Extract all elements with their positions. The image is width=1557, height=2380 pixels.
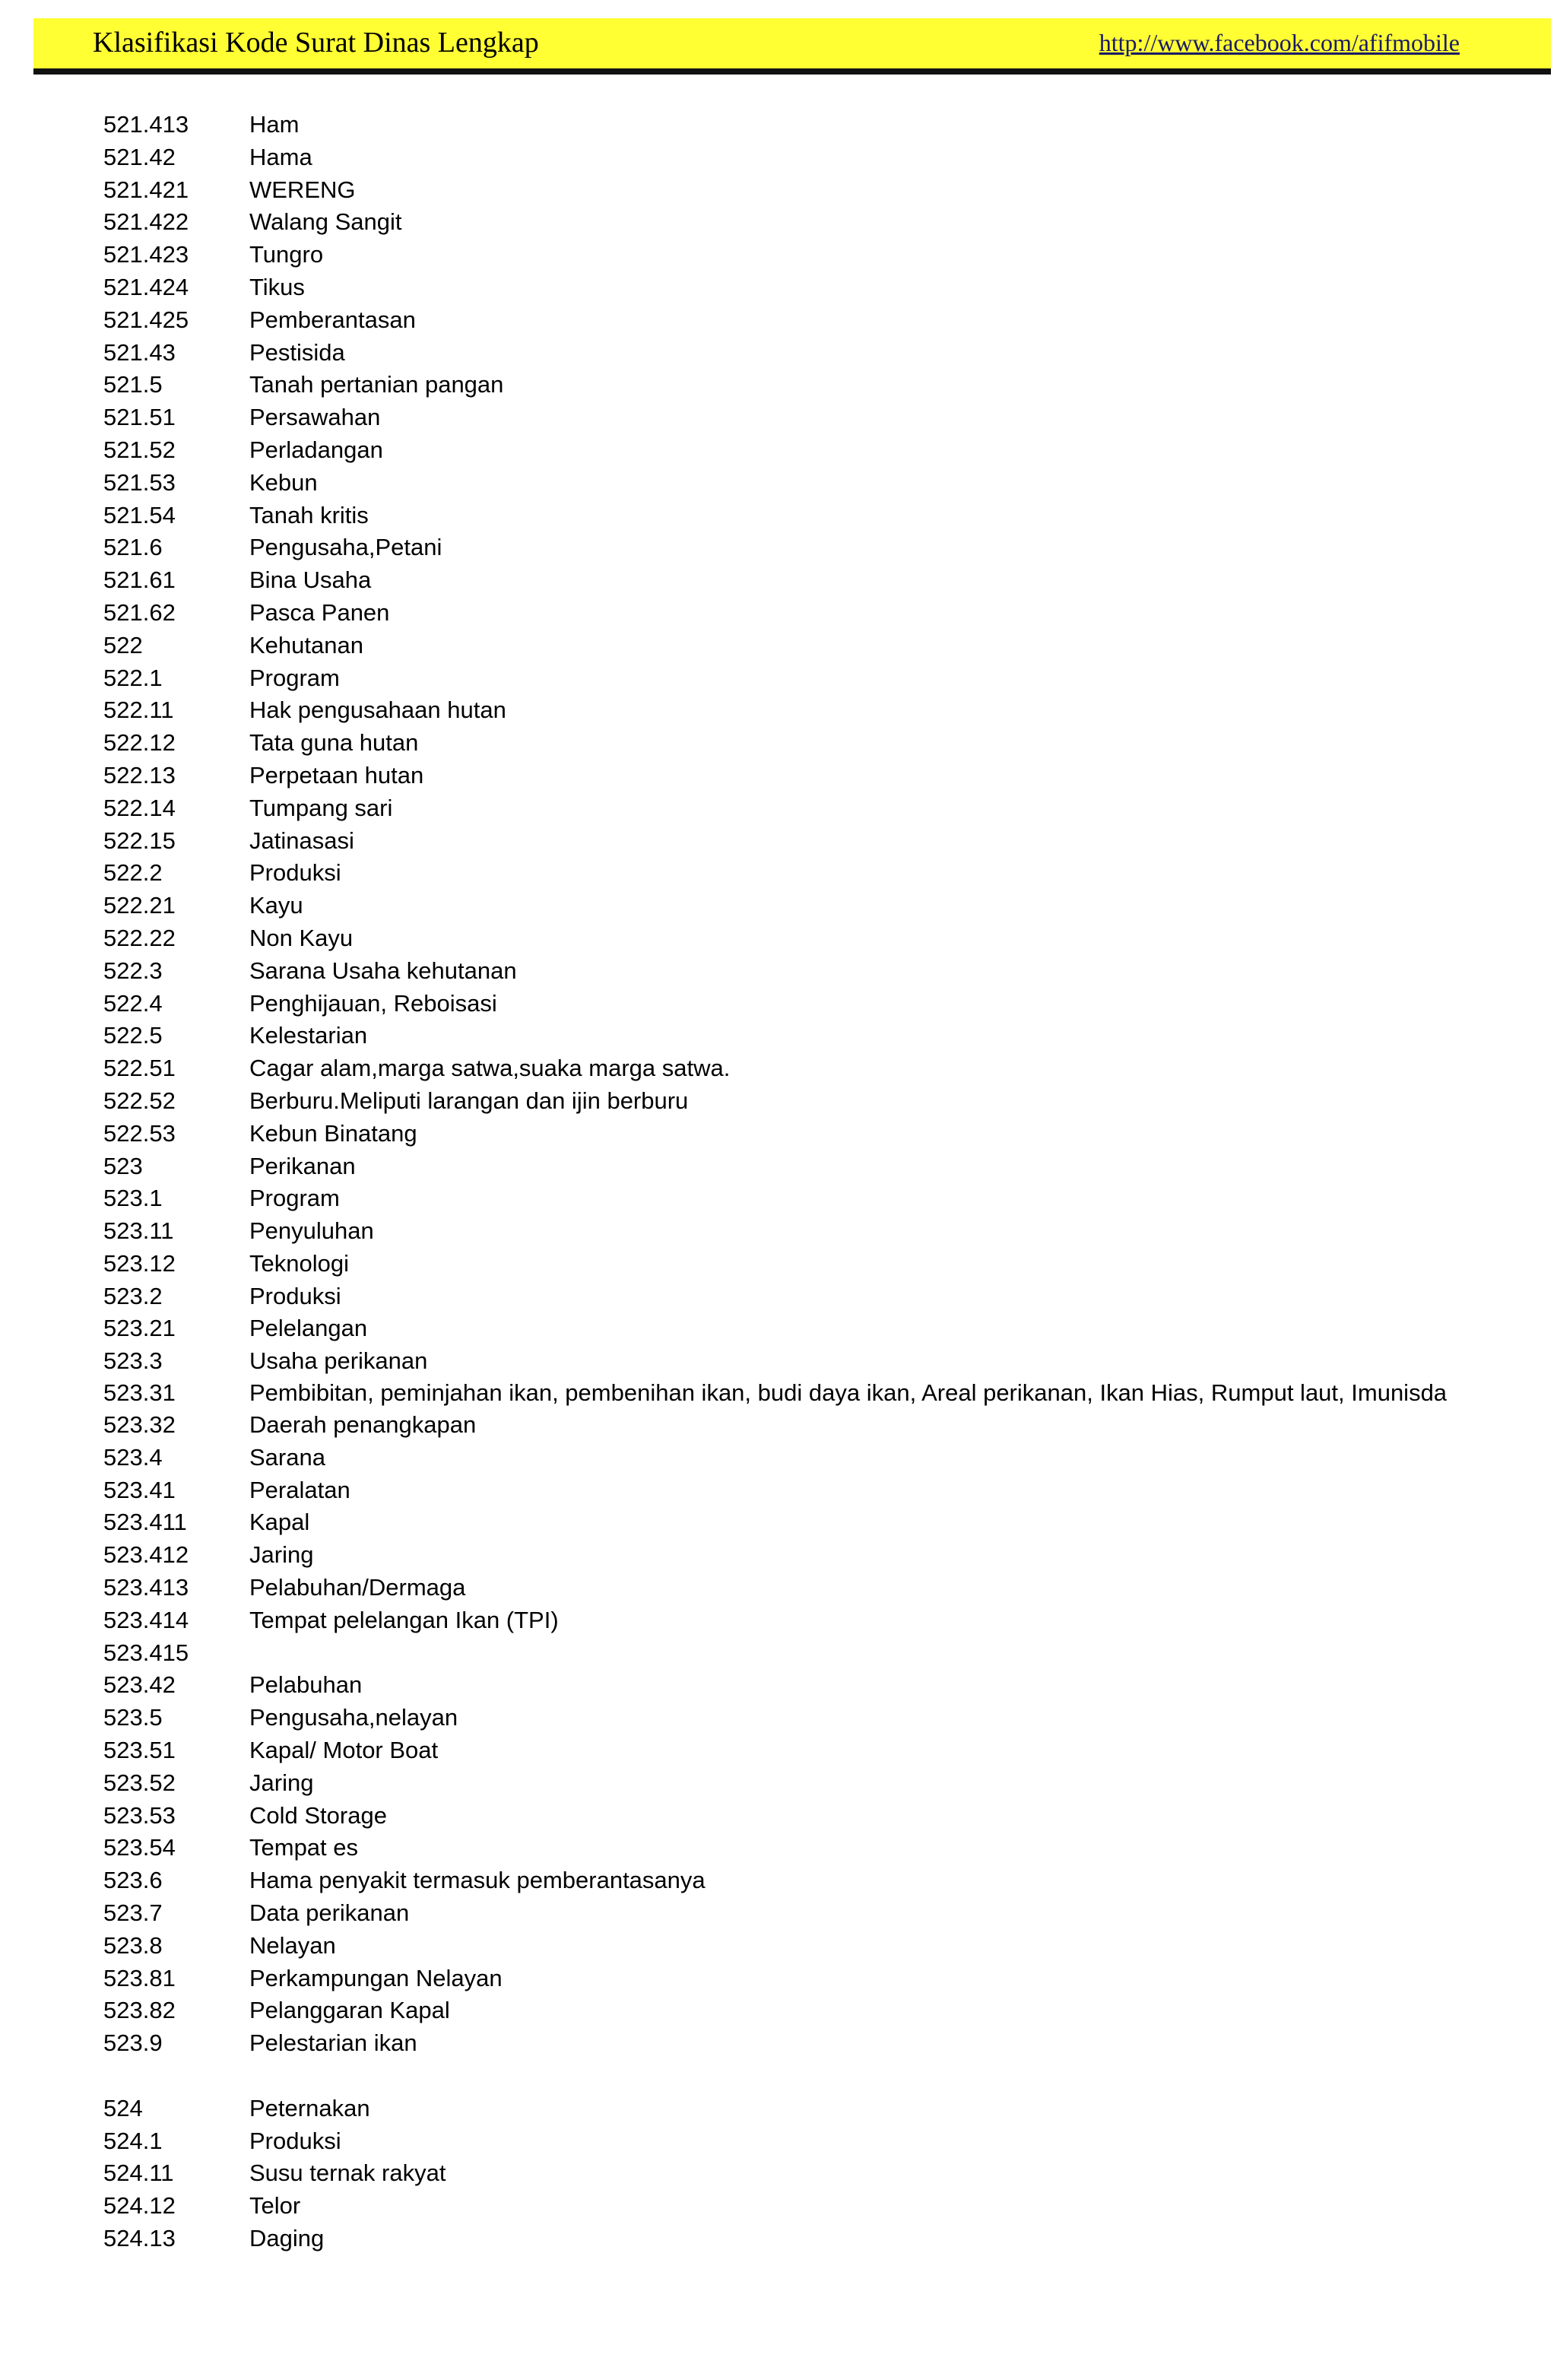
classification-code: 521.425	[103, 306, 189, 333]
classification-code: 523.5	[103, 1704, 163, 1731]
list-item	[103, 1442, 1502, 1474]
list-item	[103, 2223, 1502, 2255]
list-item	[103, 1118, 1502, 1150]
list-item	[103, 1409, 1502, 1442]
classification-code: 522.22	[103, 924, 176, 951]
classification-code: 522.12	[103, 729, 176, 757]
classification-description: Daerah penangkapan	[249, 1411, 477, 1439]
classification-description: Usaha perikanan	[249, 1347, 428, 1375]
classification-description: Pelabuhan	[249, 1671, 363, 1699]
classification-description: Jaring	[249, 1541, 314, 1569]
classification-description: Kayu	[249, 892, 303, 919]
classification-description: Tempat es	[249, 1834, 359, 1861]
list-item	[103, 337, 1502, 370]
classification-code: 523.54	[103, 1834, 176, 1861]
classification-description: Tungro	[249, 241, 324, 268]
list-item	[103, 141, 1502, 174]
classification-code: 523.411	[103, 1509, 187, 1536]
classification-code: 523.81	[103, 1964, 176, 1991]
list-item	[103, 564, 1502, 597]
classification-description: Produksi	[249, 2127, 341, 2154]
classification-code: 521.422	[103, 208, 189, 236]
classification-description: Kapal/ Motor Boat	[249, 1737, 439, 1764]
classification-code: 523.6	[103, 1867, 163, 1894]
classification-code: 523.9	[103, 2029, 163, 2057]
classification-code: 521.413	[103, 111, 189, 138]
list-item	[103, 1248, 1502, 1280]
classification-description: Tata guna hutan	[249, 729, 419, 757]
classification-description: Perkampungan Nelayan	[249, 1964, 503, 1991]
classification-code: 522.5	[103, 1022, 163, 1049]
classification-code: 523.7	[103, 1899, 163, 1927]
list-item	[103, 727, 1502, 760]
classification-description: Perikanan	[249, 1152, 356, 1179]
list-item	[103, 2027, 1502, 2060]
list-item	[103, 1963, 1502, 1995]
classification-description: Kebun Binatang	[249, 1119, 417, 1147]
classification-description: Hak pengusahaan hutan	[249, 697, 506, 724]
classification-description: Berburu.Meliputi larangan dan ijin berburu	[249, 1087, 689, 1114]
classification-code: 523.2	[103, 1282, 163, 1309]
classification-code: 522.53	[103, 1119, 176, 1147]
classification-description: Pengusaha,Petani	[249, 534, 442, 561]
list-item	[103, 1734, 1502, 1767]
list-item	[103, 532, 1502, 564]
list-item	[103, 2157, 1502, 2190]
classification-description: WERENG	[249, 176, 356, 203]
list-item	[103, 890, 1502, 922]
classification-code: 523.415	[103, 1639, 189, 1666]
list-item	[103, 2125, 1502, 2158]
classification-code: 524.12	[103, 2192, 176, 2220]
list-item	[103, 1052, 1502, 1085]
list-item	[103, 1539, 1502, 1572]
classification-code: 523.11	[103, 1217, 174, 1245]
classification-description: Kebun	[249, 468, 318, 496]
classification-description: Nelayan	[249, 1931, 336, 1959]
list-item	[103, 1085, 1502, 1118]
list-item	[103, 1182, 1502, 1215]
classification-description: Penyuluhan	[249, 1217, 374, 1245]
classification-code: 523.42	[103, 1671, 176, 1699]
classification-description: Produksi	[249, 859, 341, 887]
list-item	[103, 922, 1502, 955]
list-item	[103, 1767, 1502, 1800]
list-item	[103, 1637, 1502, 1670]
classification-code: 521.54	[103, 501, 176, 528]
list-item	[103, 1378, 1502, 1409]
classification-code: 523.412	[103, 1541, 189, 1569]
list-item	[103, 630, 1502, 662]
list-item	[103, 2190, 1502, 2223]
classification-code: 523.1	[103, 1185, 163, 1212]
classification-code: 522.3	[103, 957, 163, 984]
list-item	[103, 206, 1502, 239]
classification-description: Pengusaha,nelayan	[249, 1704, 458, 1731]
classification-description: Susu ternak rakyat	[249, 2159, 446, 2187]
list-item	[103, 1994, 1502, 2027]
list-item	[103, 1800, 1502, 1833]
classification-code: 521.424	[103, 273, 189, 300]
classification-description: Hama	[249, 143, 312, 170]
classification-code: 523.8	[103, 1931, 163, 1959]
classification-code: 522.51	[103, 1055, 176, 1082]
classification-code: 522	[103, 631, 143, 658]
list-item	[103, 1864, 1502, 1897]
classification-description: Pelanggaran Kapal	[249, 1997, 450, 2024]
list-item	[103, 467, 1502, 500]
list-item	[103, 597, 1502, 630]
classification-description: Hama penyakit termasuk pemberantasanya	[249, 1867, 706, 1894]
classification-description: Ham	[249, 111, 300, 138]
list-item	[103, 1020, 1502, 1052]
list-item	[103, 1702, 1502, 1734]
classification-description: Jatinasasi	[249, 827, 354, 854]
list-item	[103, 500, 1502, 532]
classification-code: 522.21	[103, 892, 176, 919]
classification-description: Pasca Panen	[249, 598, 390, 626]
classification-code: 522.11	[103, 697, 174, 724]
classification-description: Bina Usaha	[249, 566, 372, 594]
list-item	[103, 1897, 1502, 1930]
classification-code: 522.14	[103, 794, 176, 821]
classification-code: 522.15	[103, 827, 176, 854]
classification-description: Produksi	[249, 1282, 341, 1309]
classification-description: Pestisida	[249, 338, 345, 366]
classification-code: 521.53	[103, 468, 176, 496]
list-item	[103, 662, 1502, 695]
classification-code: 524.13	[103, 2225, 176, 2251]
classification-description: Penghijauan, Reboisasi	[249, 989, 497, 1017]
classification-code: 522.13	[103, 761, 176, 789]
classification-description: Data perikanan	[249, 1899, 410, 1927]
list-item	[103, 2060, 1502, 2093]
classification-code: 523.413	[103, 1574, 189, 1601]
classification-description: Telor	[249, 2192, 301, 2220]
classification-code: 521.62	[103, 598, 176, 626]
list-item	[103, 239, 1502, 271]
classification-description: Kelestarian	[249, 1022, 368, 1049]
classification-description: Persawahan	[249, 404, 381, 431]
classification-description: Non Kayu	[249, 924, 354, 951]
list-item	[103, 1604, 1502, 1637]
classification-code: 521.423	[103, 241, 189, 268]
classification-description: Perladangan	[249, 436, 383, 463]
classification-code: 521.61	[103, 566, 176, 594]
list-item	[103, 1474, 1502, 1507]
classification-description: Program	[249, 1185, 340, 1212]
classification-description	[249, 2060, 1502, 2093]
classification-code: 524.11	[103, 2159, 174, 2187]
classification-description: Tanah pertanian pangan	[249, 371, 504, 398]
list-item	[103, 1930, 1502, 1963]
classification-description: Pemberantasan	[249, 306, 416, 333]
classification-code: 523	[103, 1152, 143, 1179]
classification-code: 523.53	[103, 1801, 176, 1829]
classification-code: 521.42	[103, 143, 176, 170]
list-item	[103, 1150, 1502, 1183]
classification-code: 521.5	[103, 371, 163, 398]
list-item	[103, 109, 1502, 141]
list-item	[103, 1832, 1502, 1864]
classification-code: 523.51	[103, 1737, 176, 1764]
list-item	[103, 271, 1502, 304]
classification-description	[249, 1637, 1502, 1670]
classification-description: Pelestarian ikan	[249, 2029, 417, 2057]
classification-code: 521.6	[103, 534, 163, 561]
classification-code: 523.41	[103, 1476, 176, 1503]
list-item	[103, 694, 1502, 727]
classification-code: 521.421	[103, 176, 189, 203]
classification-code: 523.82	[103, 1997, 176, 2024]
list-item	[103, 988, 1502, 1020]
header-bar	[33, 18, 1551, 75]
classification-description: Peralatan	[249, 1476, 350, 1503]
list-item	[103, 792, 1502, 825]
classification-description: Tikus	[249, 273, 305, 300]
list-item	[103, 1572, 1502, 1604]
list-item	[103, 1345, 1502, 1378]
list-item	[103, 760, 1502, 792]
classification-code: 522.4	[103, 989, 163, 1017]
list-item	[103, 1280, 1502, 1313]
classification-description: Perpetaan hutan	[249, 761, 424, 789]
classification-code: 523.414	[103, 1606, 189, 1633]
list-item	[103, 955, 1502, 988]
classification-code: 524	[103, 2094, 143, 2121]
classification-description: Tempat pelelangan Ikan (TPI)	[249, 1606, 559, 1633]
classification-description: Daging	[249, 2225, 325, 2251]
classification-description: Cold Storage	[249, 1801, 387, 1829]
list-item	[103, 1506, 1502, 1539]
classification-code	[103, 2060, 249, 2093]
classification-description: Tumpang sari	[249, 794, 393, 821]
classification-description: Pelelangan	[249, 1315, 368, 1342]
list-item	[103, 369, 1502, 401]
classification-description: Sarana	[249, 1443, 325, 1471]
classification-code: 523.52	[103, 1769, 176, 1796]
list-item	[103, 174, 1502, 207]
classification-description: Pembibitan, peminjahan ikan, pembenihan ikan, budi daya ikan, Areal perikanan, Ikan Hias, Rumput laut, Imunisda	[249, 1379, 1448, 1407]
list-item	[103, 304, 1502, 337]
classification-code: 521.43	[103, 338, 176, 366]
classification-description: Pelabuhan/Dermaga	[249, 1574, 466, 1601]
classification-description: Cagar alam,marga satwa,suaka marga satwa.	[249, 1055, 731, 1082]
classification-description: Sarana Usaha kehutanan	[249, 957, 517, 984]
list-item	[103, 857, 1502, 890]
classification-code: 522.1	[103, 664, 163, 691]
classification-list	[103, 109, 1502, 2255]
list-item	[103, 2093, 1502, 2125]
classification-description: Kehutanan	[249, 631, 363, 658]
classification-code: 523.32	[103, 1411, 176, 1439]
classification-description: Kapal	[249, 1509, 310, 1536]
classification-code: 523.12	[103, 1249, 176, 1277]
list-item	[103, 1312, 1502, 1345]
classification-code: 522.52	[103, 1087, 176, 1114]
classification-description: Walang Sangit	[249, 208, 402, 236]
classification-code: 524.1	[103, 2127, 163, 2154]
classification-code: 523.21	[103, 1315, 176, 1342]
list-item	[103, 401, 1502, 434]
list-item	[103, 434, 1502, 467]
classification-description: Peternakan	[249, 2094, 370, 2121]
classification-description: Teknologi	[249, 1249, 349, 1277]
list-item	[103, 1669, 1502, 1702]
classification-code: 523.31	[103, 1379, 176, 1407]
page-title: Klasifikasi Kode Surat Dinas Lengkap	[93, 27, 539, 59]
classification-code: 522.2	[103, 859, 163, 887]
list-item	[103, 1215, 1502, 1248]
list-item	[103, 825, 1502, 858]
classification-description: Tanah kritis	[249, 501, 369, 528]
classification-description: Program	[249, 664, 340, 691]
classification-code: 521.51	[103, 404, 176, 431]
classification-code: 521.52	[103, 436, 176, 463]
classification-code: 523.3	[103, 1347, 163, 1375]
classification-code: 523.4	[103, 1443, 163, 1471]
classification-description: Jaring	[249, 1769, 314, 1796]
facebook-link[interactable]: http://www.facebook.com/afifmobile	[1099, 29, 1460, 56]
